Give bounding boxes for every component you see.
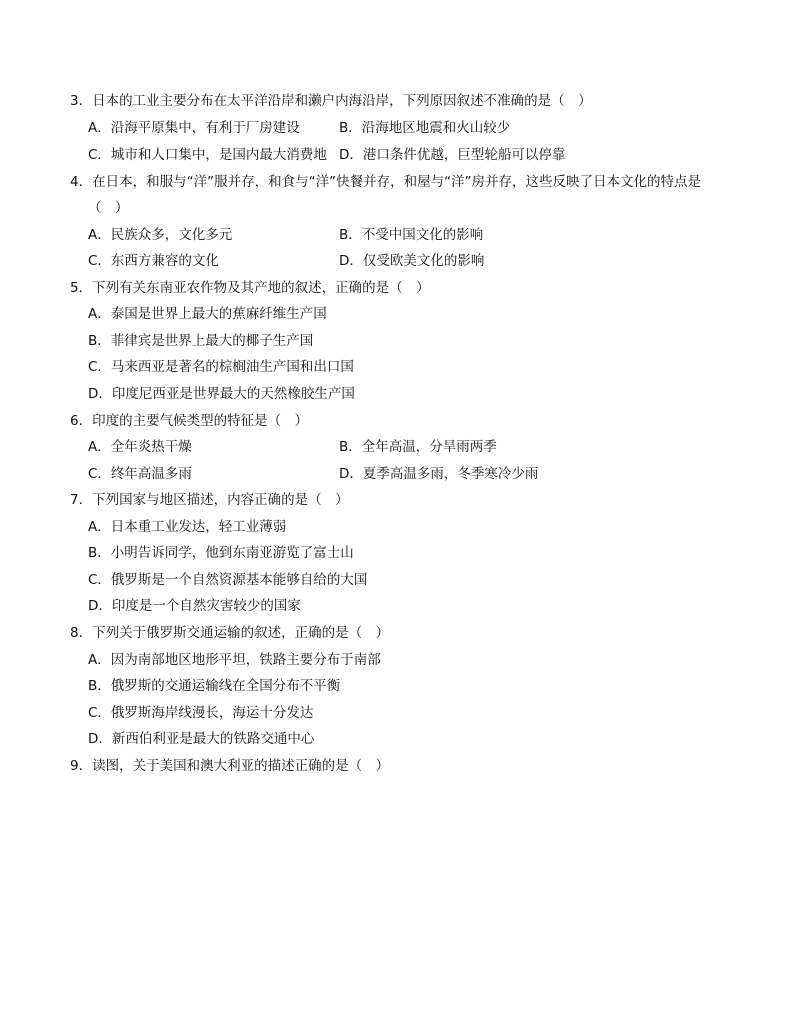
question-5-option-d: D．印度尼西亚是世界最大的天然橡胶生产国 bbox=[88, 386, 355, 402]
question-6-option-d: D．夏季高温多雨，冬季寒冷少雨 bbox=[339, 466, 539, 482]
question-8-stem: 8．下列关于俄罗斯交通运输的叙述，正确的是（ ） bbox=[70, 625, 390, 641]
question-7-option-a: A．日本重工业发达，轻工业薄弱 bbox=[88, 519, 287, 535]
question-6-option-c: C．终年高温多雨 bbox=[88, 466, 192, 482]
question-4-stem-continued: （ ） bbox=[88, 200, 129, 216]
question-7-option-d: D．印度是一个自然灾害较少的国家 bbox=[88, 598, 301, 614]
question-8-option-c: C．俄罗斯海岸线漫长，海运十分发达 bbox=[88, 705, 314, 721]
question-6-option-a: A．全年炎热干燥 bbox=[88, 439, 192, 455]
question-8-option-b: B．俄罗斯的交通运输线在全国分布不平衡 bbox=[88, 678, 341, 694]
question-7-stem: 7．下列国家与地区描述，内容正确的是（ ） bbox=[70, 492, 349, 508]
question-4-option-c: C．东西方兼容的文化 bbox=[88, 253, 219, 269]
question-3-option-c: C．城市和人口集中，是国内最大消费地 bbox=[88, 147, 327, 163]
question-8-option-d: D．新西伯利亚是最大的铁路交通中心 bbox=[88, 731, 315, 747]
question-4-option-a: A．民族众多，文化多元 bbox=[88, 227, 233, 243]
question-7-option-b: B．小明告诉同学，他到东南亚游览了富士山 bbox=[88, 545, 354, 561]
question-5-option-c: C．马来西亚是著名的棕榈油生产国和出口国 bbox=[88, 359, 354, 375]
question-6-stem: 6．印度的主要气候类型的特征是（ ） bbox=[70, 413, 309, 429]
question-7-option-c: C．俄罗斯是一个自然资源基本能够自给的大国 bbox=[88, 572, 368, 588]
question-5-stem: 5．下列有关东南亚农作物及其产地的叙述，正确的是（ ） bbox=[70, 280, 430, 296]
question-3-stem: 3．日本的工业主要分布在太平洋沿岸和濑户内海沿岸，下列原因叙述不准确的是（ ） bbox=[70, 93, 592, 109]
question-4-option-d: D．仅受欧美文化的影响 bbox=[339, 253, 485, 269]
question-4-option-b: B．不受中国文化的影响 bbox=[339, 227, 484, 243]
question-3-option-a: A．沿海平原集中，有利于厂房建设 bbox=[88, 120, 300, 136]
question-9-stem: 9．读图，关于美国和澳大利亚的描述正确的是（ ） bbox=[70, 758, 390, 774]
question-4-stem: 4．在日本，和服与“洋”服并存，和食与“洋”快餐并存，和屋与“洋”房并存，这些反映了日本文化的特点是 bbox=[70, 174, 702, 190]
question-5-option-b: B．菲律宾是世界上最大的椰子生产国 bbox=[88, 333, 314, 349]
question-8-option-a: A．因为南部地区地形平坦，铁路主要分布于南部 bbox=[88, 652, 381, 668]
question-3-option-d: D．港口条件优越，巨型轮船可以停靠 bbox=[339, 147, 566, 163]
question-3-option-b: B．沿海地区地震和火山较少 bbox=[339, 120, 511, 136]
question-6-option-b: B．全年高温，分旱雨两季 bbox=[339, 439, 497, 455]
question-5-option-a: A．泰国是世界上最大的蕉麻纤维生产国 bbox=[88, 306, 327, 322]
